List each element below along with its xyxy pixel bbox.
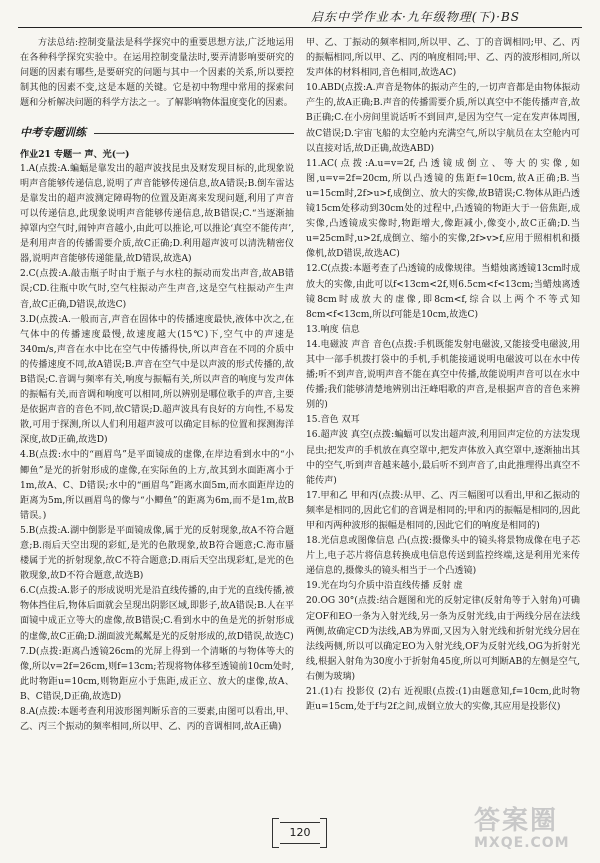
answer-item: 6.C(点拨:A.影子的形成说明光是沿直线传播的,由于光的直线传播,被物体挡住后,物体后面就会呈现出阴影区域,即影子,故A错误;B.人在平面镜中成正立等大的虚像,故B错误;C.看到水中的鱼是光的折射形成的虚像,故C正确;D.湖面波光粼粼是光的反射形成的,故D错误,故选C)	[20, 586, 294, 642]
answer-item: 20.OG 30°(点拨:结合题图和光的反射定律(反射角等于入射角)可确定OF和EO一条为入射光线,另一条为反射光线,由于两线分居在法线两侧,故确定CD为法线,AB为界面,又因为入射光线和折射光线分居在法线两侧,所以可以确定EO为入射光线,OF为反射光线,OG为折射光线,根据入射角为30度小于折射角45度,所以可判断AB的左侧是空气,右侧为玻璃)	[306, 596, 580, 682]
answer-item: 18.光信息或图像信息 凸(点拨:摄像头中的镜头将景物成像在电子芯片上,电子芯片将信息转换成电信息传送到监控终端,这是利用光来传递信息的,摄像头的镜头相当于一个凸透镜)	[306, 536, 580, 577]
watermark-url: MXQE.COM	[474, 835, 570, 851]
header-title: 启东中学作业本·九年级物理(下)·BS	[310, 10, 520, 24]
left-column	[20, 36, 294, 735]
answer-item: 21.(1)右 投影仪 (2)右 近视眼(点拨:(1)由题意知,f=10cm,此时物距u=15cm,处于f与2f之间,成倒立放大的实像,其应用是投影仪)	[306, 687, 580, 713]
page-number: 120	[280, 822, 320, 844]
section-heading	[20, 125, 294, 140]
answer-item: 7.D(点拨:距离凸透镜26cm的光屏上得到一个清晰的与物体等大的像,所以v=2f=26cm,则f=13cm;若现将物体移至透镜前10cm处时,此时物距u=10cm,则物距应小于焦距,成正立、放大的虚像,故A、B、C错误,D正确,故选D)	[20, 646, 294, 702]
answer-item: 17.甲和乙 甲和丙(点拨:从甲、乙、丙三幅图可以看出,甲和乙振动的频率是相同的,因此它们的音调是相同的;甲和丙的振幅是相同的,因此甲和丙两种波形的振幅是相同的,因此它们的响度是相同的)	[306, 490, 580, 531]
section-rule	[94, 133, 294, 134]
right-column	[306, 36, 580, 715]
answer-item: 10.ABD(点拨:A.声音是物体的振动产生的,一切声音都是由物体振动产生的,故A正确;B.声音的传播需要介质,所以真空中不能传播声音,故B正确;C.在小房间里说话听不到回声,是因为空气一定在发声体周围,故C错误;D.宇宙飞船的太空舱内充满空气,所以宇航员在太空舱内可以直接对话,故D正确,故选ABD)	[306, 83, 580, 154]
answer-item: 3.D(点拨:A.一般而言,声音在固体中的传播速度最快,液体中次之,在气体中的传播速度最慢,故速度越大(15℃)下,空气中的声速是340m/s,声音在水中比在空气中传播得快,所以声音在不同的介质中的传播速度不同,故A错误;B.声音在空气中是以声波的形式传播的,故B错误;C.音调与频率有关,响度与振幅有关,所以声音的响度与发声体的振幅有关,而音调和响度可以相同,所以辨别是哪位歌手的声音,主要是依据声音的音色不同,故C错误;D.超声波具有良好的方向性,不易发散,可用于探测,所以人们利用超声波可以确定目标的位置和探测海洋深度,故D正确,故选D)	[20, 314, 294, 446]
answer-item: 4.B(点拨:水中的“画眉鸟”是平面镜成的虚像,在岸边看到水中的“小鲫鱼”是光的折射形成的虚像,在实际鱼的上方,故其到水面距离小于1m,故A、C、D错误;水中的“画眉鸟”距离水面5m,而水面距岸边的距离为5m,所以画眉鸟的像与“小鲫鱼”的距离为6m,而不是1m,故B错误。)	[20, 450, 294, 521]
answer-item: 19.光在均匀介质中沿直线传播 反射 虚	[306, 581, 463, 592]
answer-item: 12.C(点拨:本题考查了凸透镜的成像规律。当蜡烛离透镜13cm时成放大的实像,由此可以f<13cm<2f,则6.5cm<f<13cm;当蜡烛离透镜8cm时成放大的虚像,即8cm<f,综合以上两个不等式知8cm<f<13cm,所以f可能是10cm,故选C)	[306, 264, 580, 320]
answer-item: 1.A(点拨:A.蝙蝠是靠发出的超声波找昆虫及财发现目标的,此现象说明声音能够传递信息,说明了声音能够传递信息,故A错误;B.倒车雷达是靠发出的超声波测定障碍物的位置及距离来发现问题,利用了声音可以传递信息,此现象说明声音能够传递信息,故B错误;C.“当逐渐抽掉罩内空气时,闹钟声音越小,由此可以推论,可以推论‘真空不能传声’,是利用声音的传播需要介质,故C正确;D.利用超声波可以清洗精密仪器,说明声音能够传递能量,故D错误,故选A)	[20, 163, 294, 265]
answer-item: 8.A(点拨:本题考查利用波形图判断乐音的三要素,由图可以看出,甲、乙、丙三个振动的频率相同,所以甲、乙、丙的音调相同,故A正确)	[20, 707, 294, 733]
answer-item: 16.超声波 真空(点拨:蝙蝠可以发出超声波,利用回声定位的方法发现昆虫;把发声的手机放在真空罩中,把发声体放入真空罩中,逐渐抽出其中的空气,听到声音越来越小,最后听不到声音了,由此推理得出真空不能传声)	[306, 430, 580, 486]
answer-item: 14.电磁波 声音 音色(点拨:手机既能发射电磁波,又能接受电磁波,用其中一部手机拨打袋中的手机,手机能接通说明电磁波可以在水中传播;听不到声音,说明声音不能在真空中传播,故能说明声音可以在水中传播;我们能够清楚地辨别出汪峰唱歌的声音,是根据声音的音色来辨别的)	[306, 339, 580, 411]
header-rule	[18, 27, 582, 28]
page-number-bracket-left	[272, 818, 279, 848]
answer-item: 5.B(点拨:A.湖中倒影是平面镜成像,属于光的反射现象,故A不符合题意;B.雨后天空出现的彩虹,是光的色散现象,故B符合题意;C.海市蜃楼属于光的折射现象,故C不符合题意;D.雨后天空出现彩虹,是光的色散现象,故D不符合题意,故选B)	[20, 525, 294, 582]
answer-item: 15.音色 双耳	[306, 415, 360, 426]
answer-item: 13.响度 信息	[306, 324, 360, 335]
watermark-mark: 答案圈	[474, 806, 559, 836]
method-summary: 方法总结:控制变量法是科学探究中的重要思想方法,广泛地运用在各种科学探究实验中。在运用控制变量法时,要弄清影响要研究的问题的因素有哪些,是要研究的问题与其中一个因素的关系,所以要控制其他的因素不变,这是本题的关键。它是初中物理中常用的探索问题和分析解决问题的科学方法之一。了解影响物体温度变化的因素。	[20, 38, 294, 109]
page-number-bracket-right	[320, 818, 327, 848]
homework-title: 作业21 专题一 声、光(一)	[20, 148, 130, 160]
answer-item: 11.AC(点拨:A.u=v=2f,凸透镜成倒立、等大的实像,如图,u=v=2f=20cm,所以凸透镜的焦距f=10cm,故A正确;B.当u=15cm时,2f>u>f,成倒立、放大的实像,故B错误;C.物体从距凸透镜15cm处移动到30cm处的过程中,凸透镜的物距大于一倍焦距,成实像,凸透镜成实像时,物距增大,像距减小,像变小,故C正确;D.当u=25cm时,u>2f,成倒立、缩小的实像,2f>v>f,应用于照相机和摄像机,故D错误,故选AC)	[306, 158, 580, 260]
answer-item: 甲、乙、丁振动的频率相同,所以甲、乙、丁的音调相同;甲、乙、丙的振幅相同,所以甲、乙、丙的响度相同;甲、乙、丙的波形相同,所以发声体的材料相同,音色相同,故选AC)	[306, 38, 580, 79]
answer-item: 2.C(点拨:A.敲击瓶子时由于瓶子与水柱的振动而发出声音,故AB错误;CD.往瓶中吹气时,空气柱振动产生声音,这是空气柱振动产生声音,故C正确,D错误,故选C)	[20, 269, 294, 310]
watermark-logo	[474, 807, 592, 855]
section-title: 中考专题训练	[20, 126, 86, 140]
page-header	[0, 0, 600, 30]
